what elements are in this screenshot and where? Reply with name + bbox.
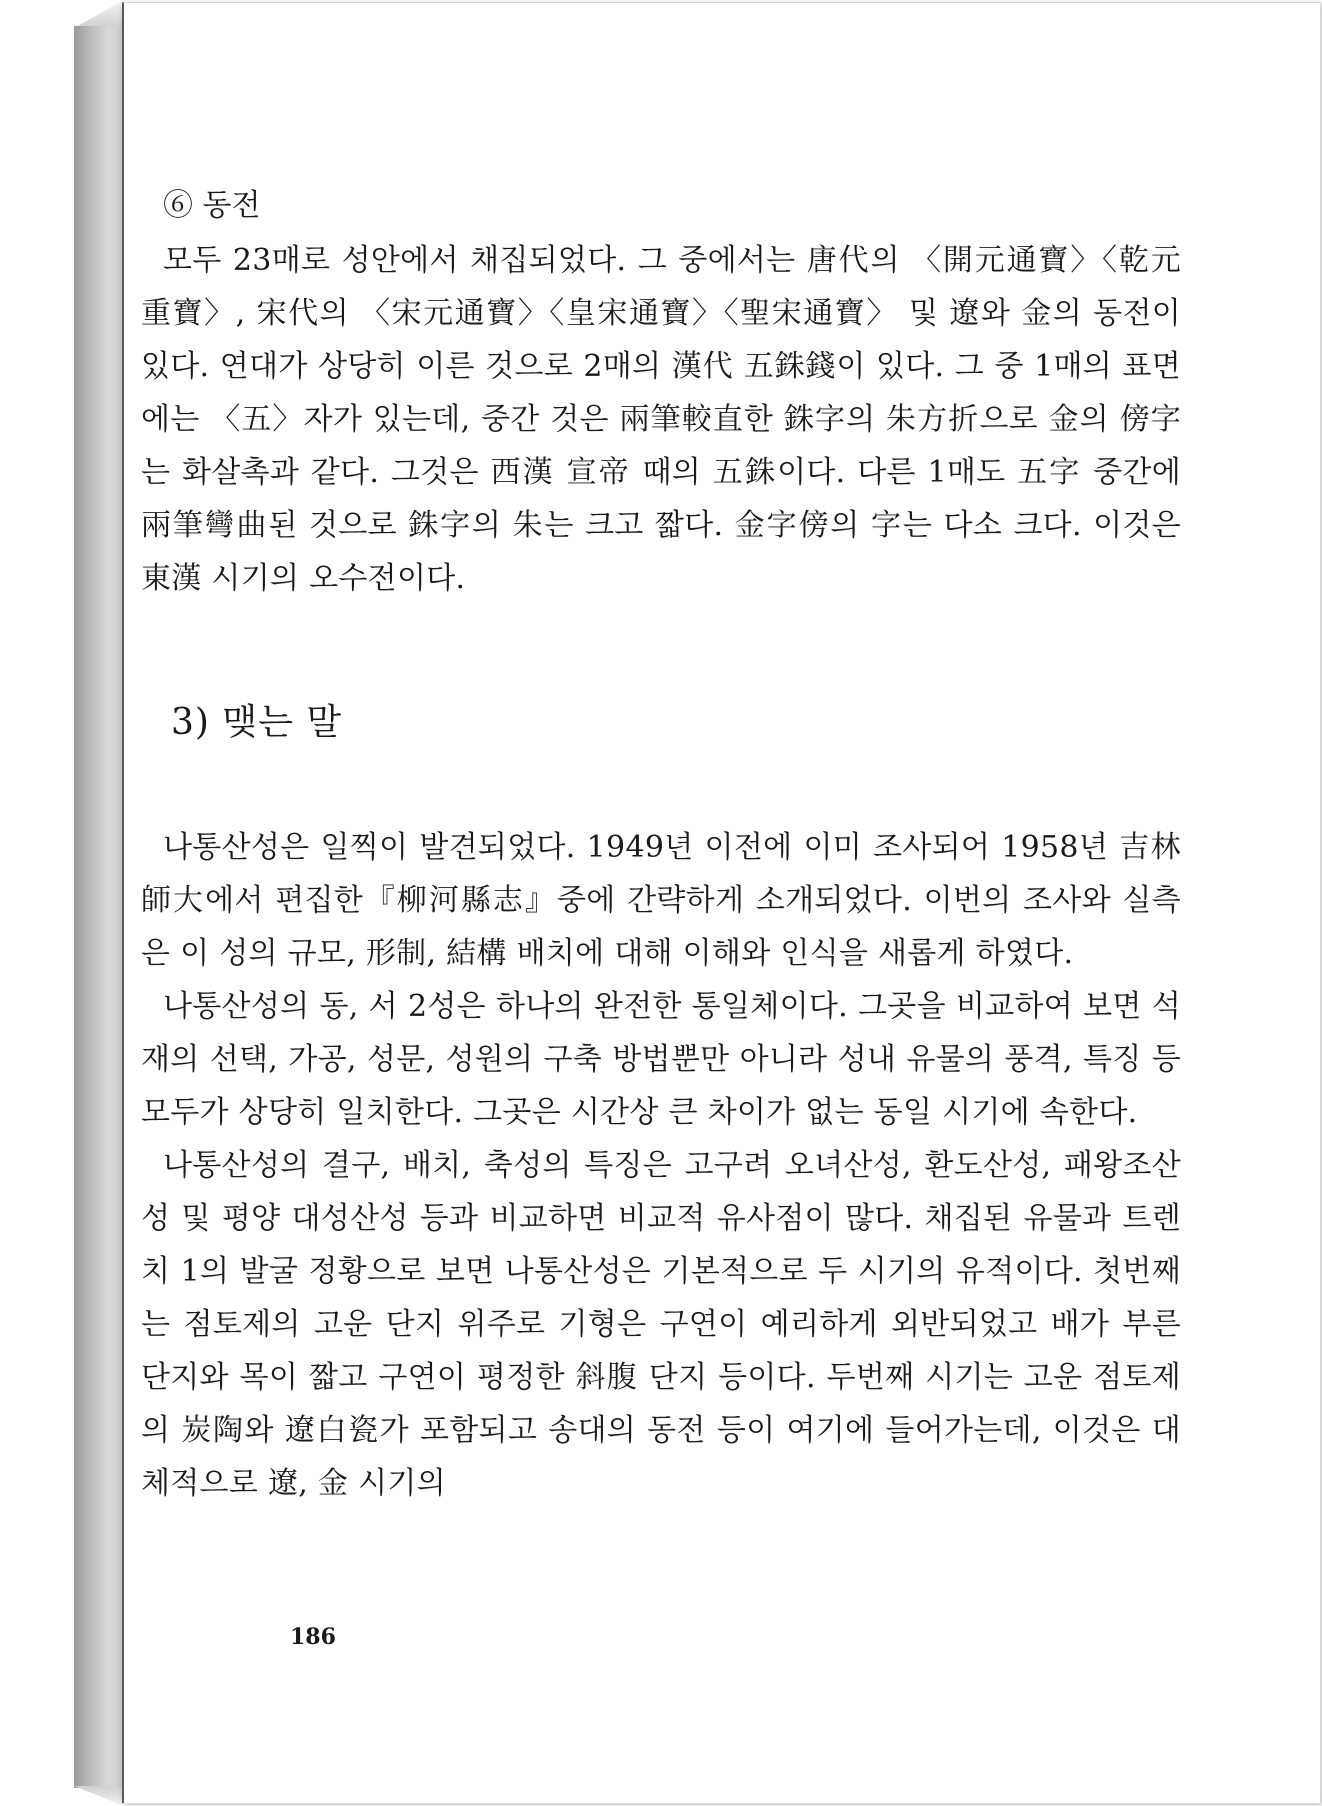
body-paragraph-2: 나통산성의 동, 서 2성은 하나의 완전한 통일체이다. 그곳을 비교하여 보면 석재의 선택, 가공, 성문, 성원의 구축 방법뿐만 아니라 성내 유물의 풍격, 특징 등 모두가 상당히 일치한다. 그곳은 시간상 큰 차이가 없는 동일 시기에 속한다. [141,989,1181,1130]
page-number: 186 [290,1624,336,1650]
section-spacer [141,753,1181,821]
section-spacer [141,605,1181,693]
subsection-paragraph: 모두 23매로 성안에서 채집되었다. 그 중에서는 唐代의 〈開元通寶〉〈乾元重寶〉, 宋代의 〈宋元通寶〉〈皇宋通寶〉〈聖宋通寶〉 및 遼와 金의 동전이 있다. 연대가 상당히 이른 것으로 2매의 漢代 五銖錢이 있다. 그 중 1매의 표면에는 〈五〉자가 있는데, 중간 것은 兩筆較直한 銖字의 朱方折으로 金의 傍字는 화살촉과 같다. 그것은 西漢 宣帝 때의 五銖이다. 다른 1매도 五字 중간에 兩筆彎曲된 것으로 銖字의 朱는 크고 짧다. 金字傍의 字는 다소 크다. 이것은 東漢 시기의 오수전이다. [141,243,1181,596]
body-paragraph-1: 나통산성은 일찍이 발견되었다. 1949년 이전에 이미 조사되어 1958년 吉林師大에서 편집한『柳河縣志』중에 간략하게 소개되었다. 이번의 조사와 실측은 이 성의 규모, 形制, 結構 배치에 대해 이해와 인식을 새롭게 하였다. [141,830,1181,971]
book-spine [74,26,124,1788]
page-content [141,180,1181,1510]
book-edge-bottom [74,1786,124,1806]
book-edge-top [74,0,124,28]
subsection-heading: ⑥ 동전 [163,188,261,223]
section-heading: 3) 맺는 말 [171,702,343,743]
body-paragraph-3: 나통산성의 결구, 배치, 축성의 특징은 고구려 오녀산성, 환도산성, 패왕조산성 및 평양 대성산성 등과 비교하면 비교적 유사점이 많다. 채집된 유물과 트렌치 1의 발굴 정황으로 보면 나통산성은 기본적으로 두 시기의 유적이다. 첫번째는 점토제의 고운 단지 위주로 기형은 구연이 예리하게 외반되었고 배가 부른 단지와 목이 짧고 구연이 평정한 斜腹 단지 등이다. 두번째 시기는 고운 점토제의 炭陶와 遼白瓷가 포함되고 송대의 동전 등이 여기에 들어가는데, 이것은 대체적으로 遼, 金 시기의 [141,1148,1181,1501]
